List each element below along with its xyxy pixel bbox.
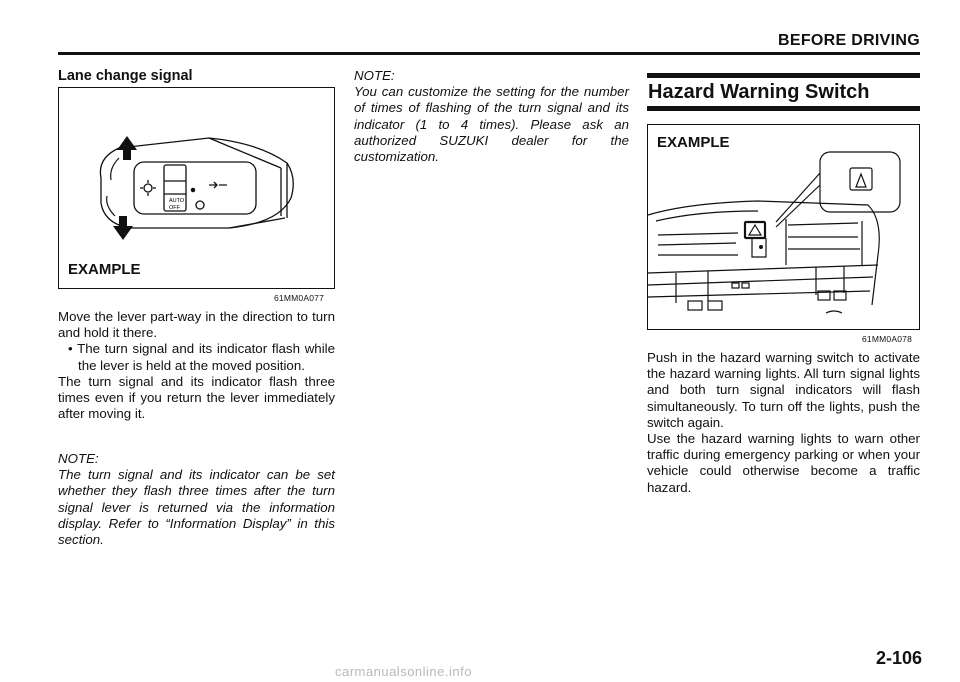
- hazard-heading-top-rule: [647, 73, 920, 78]
- hazard-body: [647, 350, 920, 496]
- lane-change-paragraph-2: The turn signal and its indicator flash three times even if you return the lever immediately after moving it.: [58, 373, 335, 422]
- lane-change-body: [58, 309, 335, 422]
- lane-change-note: [58, 451, 335, 548]
- hazard-switch-illustration: [648, 125, 919, 329]
- hazard-figure: [647, 124, 920, 330]
- turn-signal-lever-illustration: [59, 88, 334, 288]
- lane-change-heading: Lane change signal: [58, 68, 193, 84]
- hazard-heading-bottom-rule: [647, 106, 920, 111]
- watermark-text: carmanualsonline.info: [335, 664, 472, 679]
- arrow-up-icon: [117, 136, 137, 160]
- lever-auto-label: AUTO: [169, 198, 185, 204]
- lane-change-figure-code: 61MM0A077: [274, 293, 324, 303]
- page-number: 2-106: [875, 648, 922, 668]
- lane-change-bullet-1: • The turn signal and its indicator flash while the lever is held at the moved position.: [68, 341, 335, 373]
- middle-note-text: You can customize the setting for the number of times of flashing of the turn signal and its indicator (1 to 4 times). Please ask an authorized SUZUKI dealer for the customization.: [354, 84, 629, 165]
- middle-note-label: NOTE:: [354, 68, 395, 83]
- lane-change-note-label: NOTE:: [58, 451, 99, 466]
- section-title: BEFORE DRIVING: [778, 32, 920, 49]
- lane-change-paragraph-1: Move the lever part-way in the direction to turn and hold it there.: [58, 309, 335, 341]
- hazard-paragraph-2: Use the hazard warning lights to warn other traffic during emergency parking or when your vehicle could otherwise become a traffic hazard.: [647, 431, 920, 495]
- middle-note: [354, 68, 629, 165]
- lane-change-figure: [58, 87, 335, 289]
- hazard-figure-code: 61MM0A078: [862, 334, 912, 344]
- lane-change-example-label: EXAMPLE: [68, 261, 141, 278]
- hazard-paragraph-1: Push in the hazard warning switch to activate the hazard warning lights. All turn signal lights and both turn signal indicators will flash simultaneously. To turn off the lights, push the switch again.: [647, 350, 920, 430]
- lever-off-label: OFF: [169, 205, 180, 211]
- hazard-example-label: EXAMPLE: [657, 134, 730, 151]
- lane-change-note-text: The turn signal and its indicator can be set whether they flash three times after the turn signal lever is returned via the information display. Refer to “Information Display” in this section.: [58, 467, 335, 548]
- arrow-down-icon: [113, 216, 133, 240]
- hazard-heading: Hazard Warning Switch: [648, 81, 870, 103]
- header-rule: [58, 52, 920, 55]
